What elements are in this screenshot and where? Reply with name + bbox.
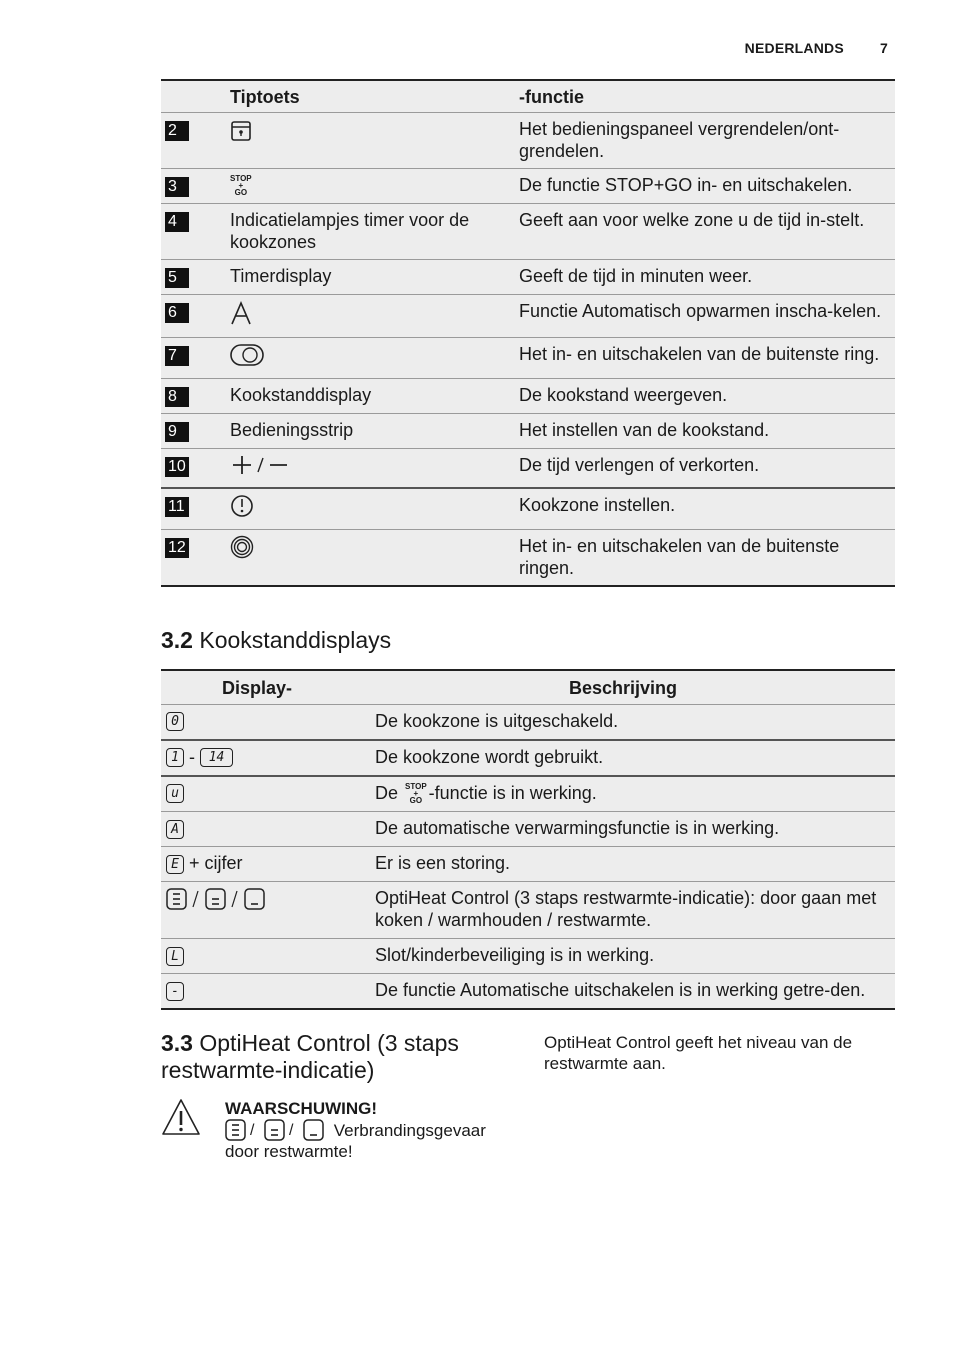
- header-description: Beschrijving: [569, 678, 678, 698]
- row-description: De STOP + GO -functie is in werking.: [375, 782, 597, 806]
- row-description: Slot/kinderbeveiliging is in werking.: [375, 945, 655, 966]
- table-row: [161, 448, 895, 488]
- row-key-label: Bedieningsstrip: [230, 419, 354, 440]
- display-symbol: 1: [166, 748, 184, 767]
- table-row: [161, 974, 895, 1010]
- page-header: [745, 40, 888, 56]
- table-row: [161, 112, 895, 168]
- table-header-row: [161, 670, 895, 704]
- row-description: Het in- en uitschakelen van de buitenste ringen.: [519, 535, 840, 578]
- page-number: 7: [880, 40, 888, 56]
- warning-block: [225, 1098, 515, 1162]
- outer-rings-icon: [230, 535, 254, 559]
- row-description: De functie Automatische uitschakelen is in werking getre-den.: [375, 980, 866, 1001]
- row-key-label: Kookstanddisplay: [230, 384, 372, 405]
- table-row: [161, 776, 895, 812]
- plus-minus-icon: [230, 454, 290, 476]
- row-description: De functie STOP+GO in- en uitschakelen.: [519, 174, 853, 195]
- display-symbol: E: [166, 855, 184, 874]
- warning-triangle-icon: [161, 1098, 201, 1136]
- stop-go-icon: STOP + GO: [230, 174, 252, 198]
- row-description: De kookzone wordt gebruikt.: [375, 746, 604, 767]
- display-symbol: -: [166, 982, 184, 1001]
- header-function: -functie: [519, 87, 584, 107]
- display-extra: + cijfer: [189, 853, 243, 874]
- row-number-badge: 7: [165, 346, 189, 366]
- header-key: Tiptoets: [230, 87, 300, 107]
- optiheat-symbols-icon: [225, 1119, 329, 1141]
- optiheat-symbols-icon: [166, 887, 276, 911]
- row-description: Er is een storing.: [375, 853, 511, 874]
- table-row: [161, 337, 895, 378]
- display-symbol: L: [166, 947, 184, 966]
- table-row: 1 - 14 De kookzone wordt gebruikt.: [161, 740, 895, 776]
- table-row: [161, 294, 895, 337]
- table-row: [161, 882, 895, 939]
- row-description: Geeft de tijd in minuten weer.: [519, 265, 753, 286]
- row-description: OptiHeat Control (3 staps restwarmte-indicatie): door gaan met koken / warmhouden / restwarmte.: [375, 888, 877, 931]
- row-description: Kookzone instellen.: [519, 494, 676, 515]
- row-number-badge: 8: [165, 387, 189, 407]
- row-number-badge: 10: [165, 457, 189, 477]
- warning-text: Verbrandingsgevaar: [333, 1121, 486, 1140]
- table-header-row: [161, 80, 895, 112]
- table-row: [161, 847, 895, 882]
- row-description: Geeft aan voor welke zone u de tijd in-stelt.: [519, 209, 865, 230]
- stop-go-icon: STOP + GO: [405, 782, 427, 806]
- table-row: [161, 413, 895, 448]
- table-row: [161, 812, 895, 847]
- row-description: Het instellen van de kookstand.: [519, 419, 770, 440]
- display-symbol: A: [166, 820, 184, 839]
- zone-select-icon: [230, 494, 254, 518]
- display-symbol: 14: [200, 748, 233, 767]
- row-description: Het bedieningspaneel vergrendelen/ont-grendelen.: [519, 118, 840, 161]
- cooking-displays-table: [161, 669, 895, 1010]
- row-description: Het in- en uitschakelen van de buitenste ring.: [519, 343, 880, 364]
- language-label: NEDERLANDS: [744, 40, 844, 56]
- row-description: De tijd verlengen of verkorten.: [519, 454, 760, 475]
- table-row: [161, 488, 895, 530]
- row-number-badge: 12: [165, 538, 189, 558]
- display-symbol: u: [166, 784, 184, 803]
- row-number-badge: 3: [165, 177, 189, 197]
- table-row: [161, 529, 895, 586]
- row-number-badge: 6: [165, 303, 189, 323]
- section-heading-3-3: 3.3 OptiHeat Control (3 staps restwarmte-indicatie): [161, 1030, 459, 1083]
- outer-ring-icon: [230, 343, 264, 367]
- auto-heat-icon: [230, 300, 252, 326]
- table-row: [161, 168, 895, 203]
- row-description: De kookzone is uitgeschakeld.: [375, 710, 619, 731]
- row-description: De kookstand weergeven.: [519, 384, 728, 405]
- row-number-badge: 11: [165, 497, 189, 517]
- warning-text-line2: door restwarmte!: [225, 1142, 353, 1161]
- row-number-badge: 9: [165, 422, 189, 442]
- warning-separator: /: [250, 1122, 255, 1139]
- row-number-badge: 2: [165, 121, 189, 141]
- lock-icon: [230, 120, 252, 142]
- table-row: [161, 704, 895, 740]
- table-row: [161, 378, 895, 413]
- touch-keys-table: [161, 79, 895, 587]
- header-display: Display-: [222, 678, 293, 698]
- table-row: [161, 939, 895, 974]
- section-heading-3-2: 3.2 Kookstanddisplays: [161, 627, 392, 653]
- optiheat-description: OptiHeat Control geeft het niveau van de restwarmte aan.: [544, 1033, 853, 1073]
- row-key-label: Timerdisplay: [230, 265, 332, 286]
- row-description: De automatische verwarmingsfunctie is in werking.: [375, 818, 780, 839]
- table-row: [161, 203, 895, 259]
- row-number-badge: 5: [165, 268, 189, 288]
- row-key-label: Indicatielampjes timer voor de kookzones: [230, 209, 470, 252]
- warning-line: [225, 1119, 515, 1141]
- warning-title: WAARSCHUWING!: [225, 1099, 378, 1118]
- table-row: [161, 259, 895, 294]
- warning-separator: /: [289, 1122, 294, 1139]
- row-number-badge: 4: [165, 212, 189, 232]
- row-description: Functie Automatisch opwarmen inscha-kelen.: [519, 300, 882, 321]
- display-symbol: 0: [166, 712, 184, 731]
